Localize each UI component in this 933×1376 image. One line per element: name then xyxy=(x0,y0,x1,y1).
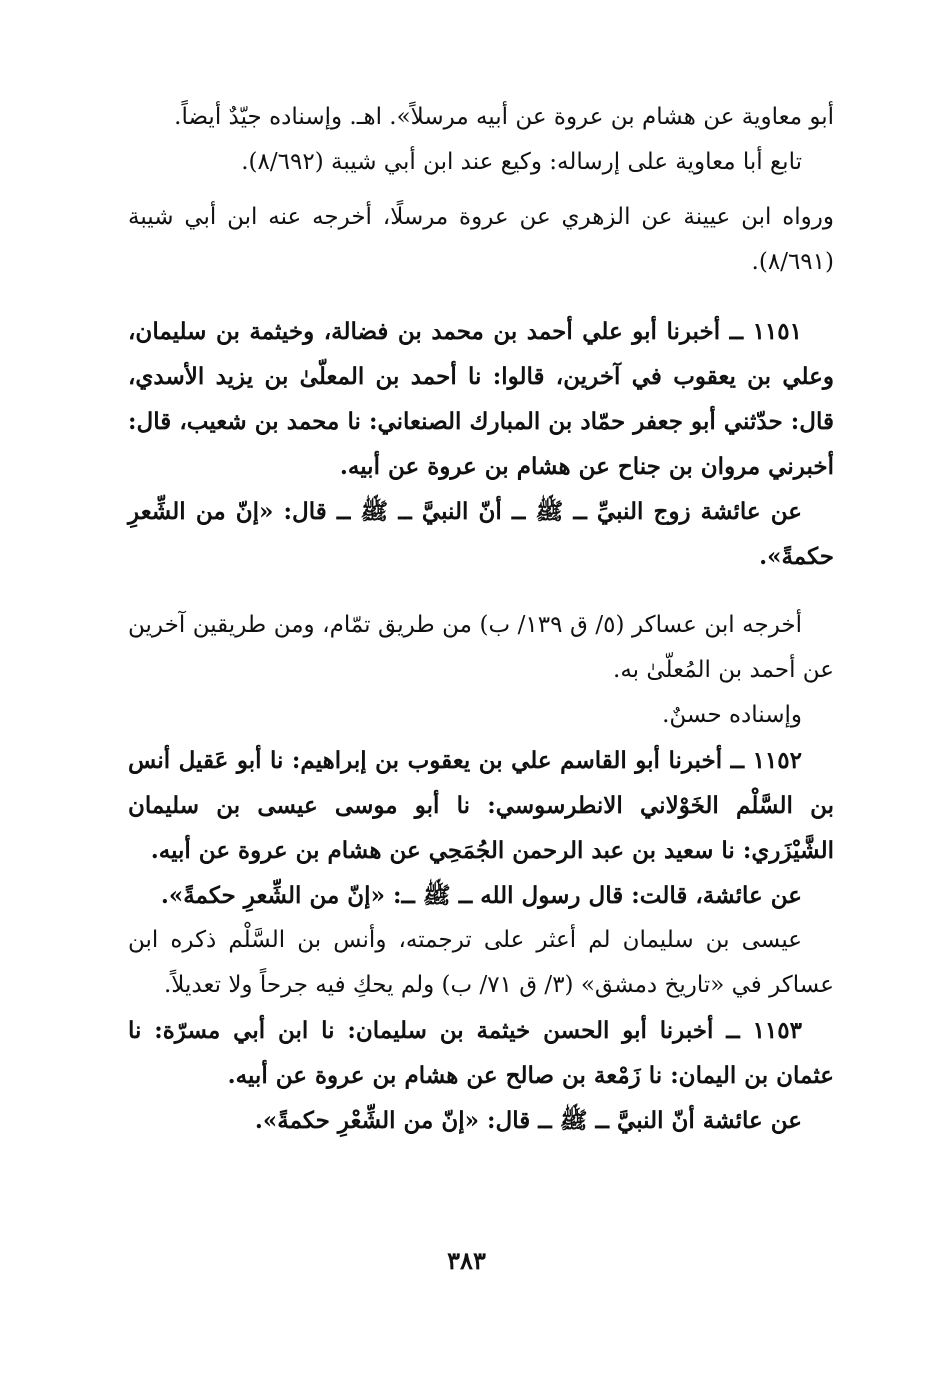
page-number: ٣٨٣ xyxy=(447,1246,486,1275)
hadith-1151-matn: عن عائشة زوج النبيِّ ــ ﷺ ــ أنّ النبيَّ ــ ﷺ ــ قال: «إنّ من الشِّعرِ حكمةً». xyxy=(128,498,834,570)
hadith-1153-matn: عن عائشة أنّ النبيَّ ــ ﷺ ــ قال: «إنّ من الشِّعْرِ حكمةً». xyxy=(254,1107,802,1134)
paragraph-note-follow: تابع أبا معاوية على إرساله: وكيع عند ابن أبي شيبة (٨/٦٩٢). xyxy=(241,149,802,175)
hadith-1153-isnad: ١١٥٣ ــ أخبرنا أبو الحسن خيثمة بن سليمان: نا ابن أبي مسرّة: نا عثمان بن اليمان: نا زَمْعة بن صالح عن هشام بن عروة عن أبيه. xyxy=(128,1017,834,1089)
hadith-1152-commentary: عيسى بن سليمان لم أعثر على ترجمته، وأنس بن السَّلْم ذكره ابن عساكر في «تاريخ دمشق» (٣/ ق ٧١/ ب) ولم يحكِ فيه جرحاً ولا تعديلاً. xyxy=(128,927,834,998)
page-body xyxy=(128,95,834,1143)
hadith-1152-isnad: ١١٥٢ ــ أخبرنا أبو القاسم علي بن يعقوب بن إبراهيم: نا أبو عَقيل أنس بن السَّلْم الخَوْلاني الانطرسوسي: نا أبو موسى عيسى بن سليمان الشَّيْزَري: نا سعيد بن عبد الرحمن الجُمَحِي عن هشام بن عروة عن أبيه. xyxy=(128,747,834,864)
hadith-1151-takhrij: أخرجه ابن عساكر (٥/ ق ١٣٩/ ب) من طريق تمّام، ومن طريقين آخرين عن أحمد بن المُعلّىٰ به. xyxy=(128,612,834,683)
hadith-1152-matn: عن عائشة، قالت: قال رسول الله ــ ﷺ ــ: «إنّ من الشِّعرِ حكمةً». xyxy=(160,882,802,909)
paragraph-continuation: أبو معاوية عن هشام بن عروة عن أبيه مرسلاً». اهـ. وإسناده جيّدٌ أيضاً. xyxy=(174,104,834,130)
hadith-1151-grading: وإسناده حسنٌ. xyxy=(662,702,802,728)
paragraph-note-ibn-uyayna: ورواه ابن عيينة عن الزهري عن عروة مرسلًا، أخرجه عنه ابن أبي شيبة (٨/٦٩١). xyxy=(128,204,834,275)
hadith-1151-isnad: ١١٥١ ــ أخبرنا أبو علي أحمد بن محمد بن فضالة، وخيثمة بن سليمان، وعلي بن يعقوب في آخرين، قالوا: نا أحمد بن المعلّىٰ بن يزيد الأسدي، قال: حدّثني أبو جعفر حمّاد بن المبارك الصنعاني: نا محمد بن شعيب، قال: أخبرني مروان بن جناح عن هشام بن عروة عن أبيه. xyxy=(128,318,834,480)
